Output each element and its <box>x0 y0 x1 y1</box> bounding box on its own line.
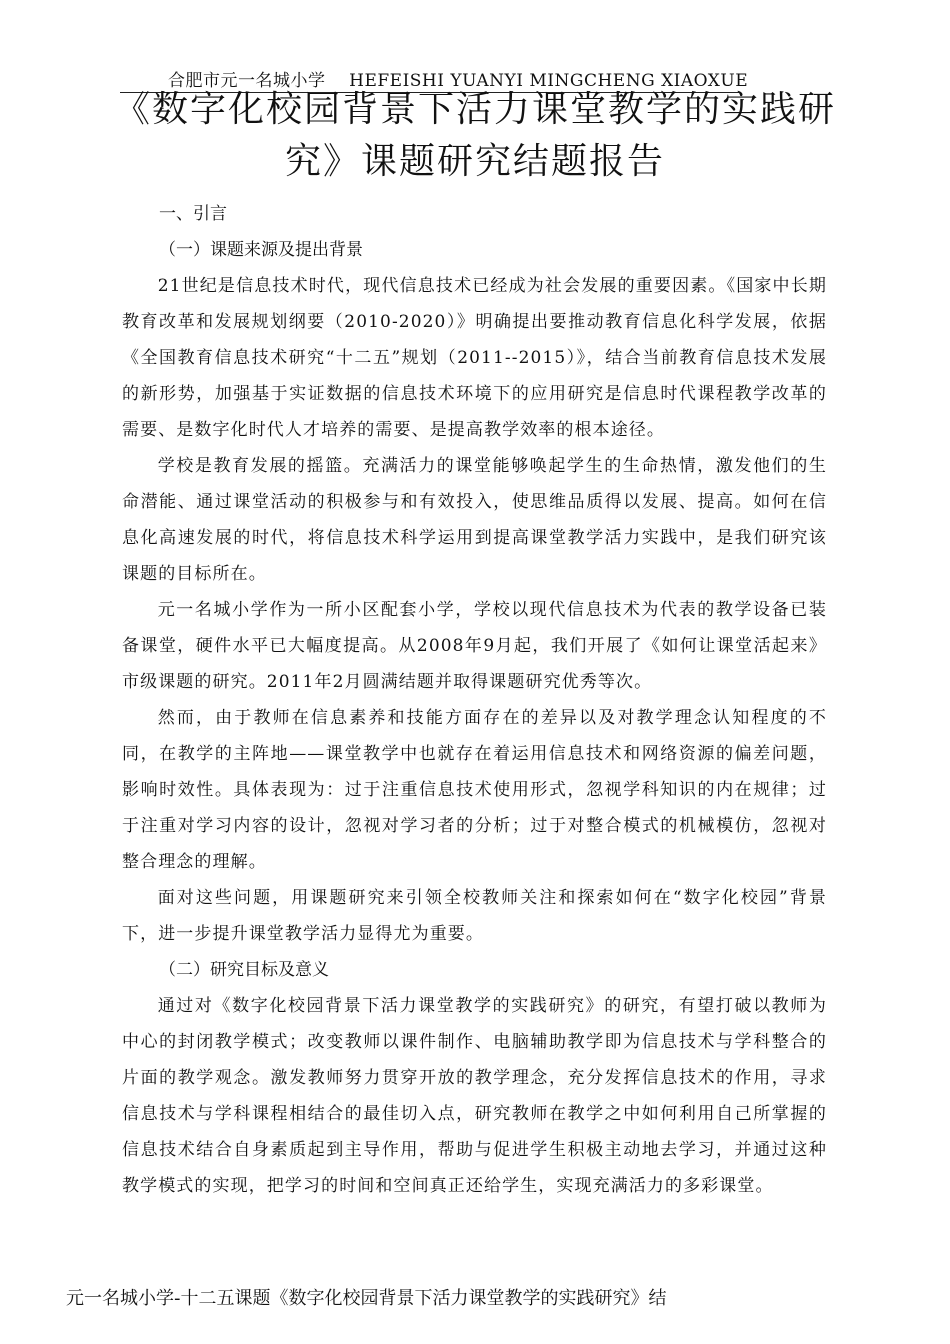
page-footer: 元一名城小学-十二五课题《数字化校园背景下活力课堂教学的实践研究》结 <box>66 1288 667 1309</box>
header-school-cn: 合肥市元一名城小学 <box>168 71 326 91</box>
section-heading-intro: 一、引言 <box>159 204 227 224</box>
document-title <box>110 84 840 188</box>
paragraph: 21世纪是信息技术时代，现代信息技术已经成为社会发展的重要因素。《国家中长期教育改革和发展规划纲要（2010-2020）》明确提出要推动教育信息化科学发展，依据《全国教育信息技术研究“十二五”规划（2011--2015）》，结合当前教育信息技术发展的新形势，加强基于实证数据的信息技术环境下的应用研究是信息时代课程教学改革的需要、是数字化时代人才培养的需要、是提高教学效率的根本途径。 <box>122 276 827 440</box>
subsection-heading-goals: （二）研究目标及意义 <box>159 960 329 980</box>
title-line-2: 究》课题研究结题报告 <box>284 141 665 182</box>
paragraph: 通过对《数字化校园背景下活力课堂教学的实践研究》的研究，有望打破以教师为中心的封闭教学模式；改变教师以课件制作、电脑辅助教学即为信息技术与学科整合的片面的教学观念。激发教师努力贯穿开放的教学理念，充分发挥信息技术的作用，寻求信息技术与学科课程相结合的最佳切入点，研究教师在教学之中如何利用自己所掌握的信息技术结合自身素质起到主导作用，帮助与促进学生积极主动地去学习，并通过这种教学模式的实现，把学习的时间和空间真正还给学生，实现充满活力的多彩课堂。 <box>122 996 827 1196</box>
header-school-en: HEFEISHI YUANYI MINGCHENG XIAOXUE <box>349 71 749 91</box>
subsection-heading-background: （一）课题来源及提出背景 <box>159 240 363 260</box>
title-line-1: 《数字化校园背景下活力课堂教学的实践研 <box>113 89 836 130</box>
paragraph: 学校是教育发展的摇篮。充满活力的课堂能够唤起学生的生命热情，激发他们的生命潜能、通过课堂活动的积极参与和有效投入，使思维品质得以发展、提高。如何在信息化高速发展的时代，将信息技术科学运用到提高课堂教学活力实践中，是我们研究该课题的目标所在。 <box>122 456 827 584</box>
paragraph: 然而，由于教师在信息素养和技能方面存在的差异以及对教学理念认知程度的不同，在教学的主阵地——课堂教学中也就存在着运用信息技术和网络资源的偏差问题，影响时效性。具体表现为：过于注重信息技术使用形式，忽视学科知识的内在规律；过于注重对学习内容的设计，忽视对学习者的分析；过于对整合模式的机械模仿，忽视对整合理念的理解。 <box>122 708 827 872</box>
paragraph: 面对这些问题，用课题研究来引领全校教师关注和探索如何在“数字化校园”背景下，进一步提升课堂教学活力显得尤为重要。 <box>122 888 827 944</box>
paragraph: 元一名城小学作为一所小区配套小学，学校以现代信息技术为代表的教学设备已装备课堂，硬件水平已大幅度提高。从2008年9月起，我们开展了《如何让课堂活起来》市级课题的研究。2011年2月圆满结题并取得课题研究优秀等次。 <box>122 600 827 692</box>
document-body <box>122 196 827 1204</box>
